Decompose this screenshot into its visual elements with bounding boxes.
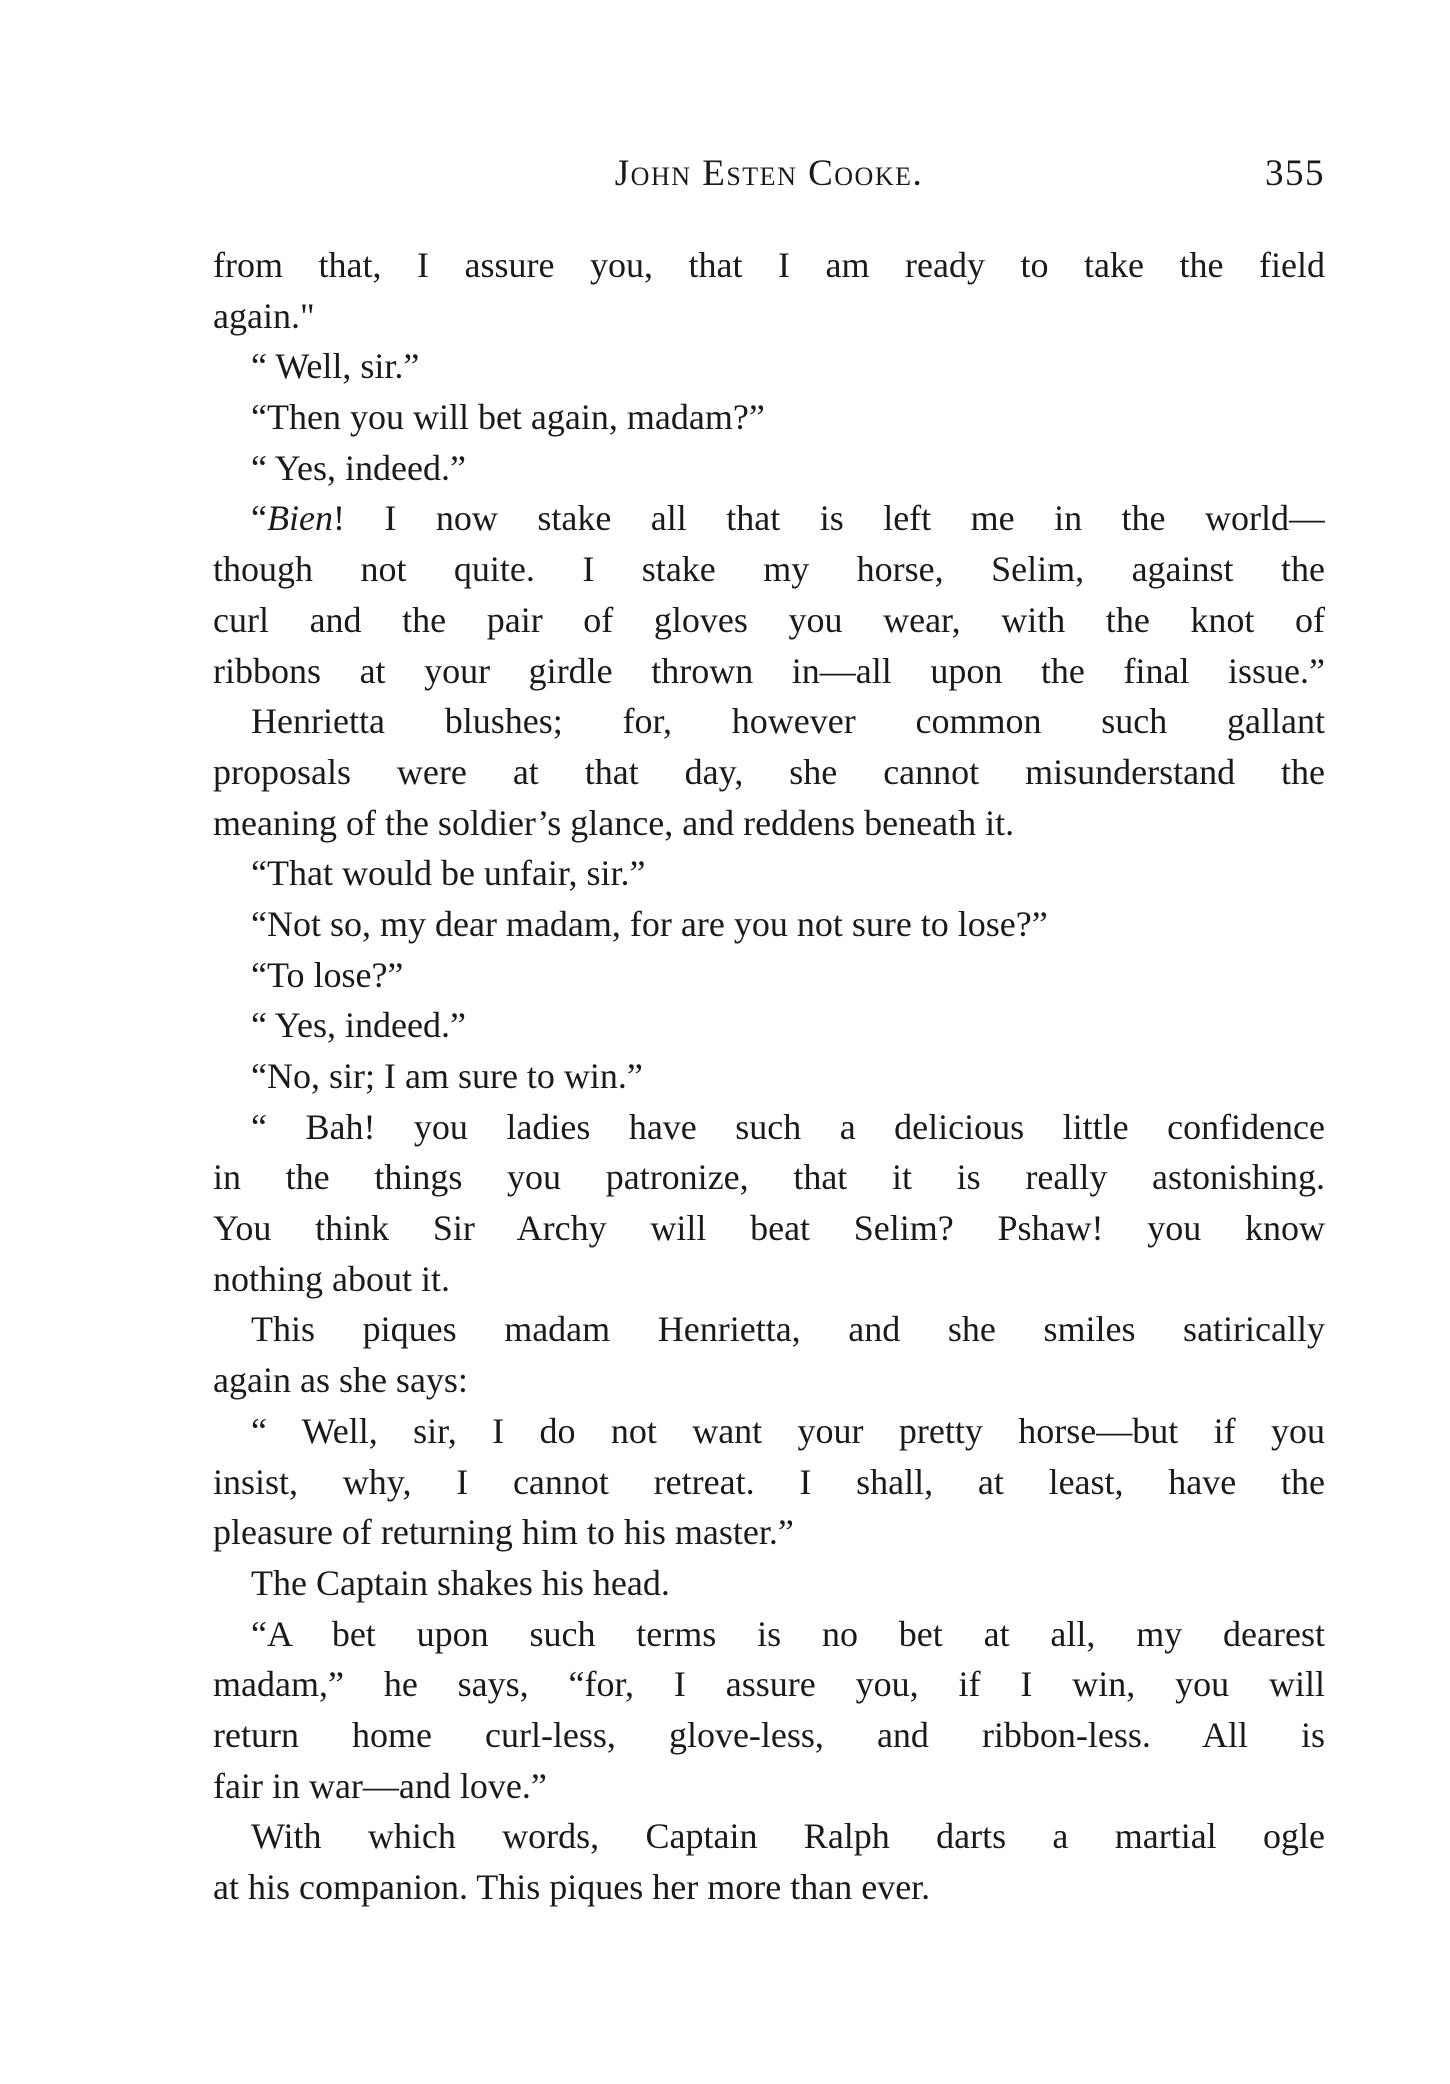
running-head <box>213 152 1325 208</box>
text-line: madam,” he says, “for, I assure you, if I win, you will <box>213 1664 1325 1705</box>
text-line: With which words, Captain Ralph darts a martial ogle <box>251 1816 1325 1857</box>
text-line: “ Well, sir.” <box>251 346 420 387</box>
text-line: pleasure of returning him to his master.” <box>213 1512 794 1553</box>
text-line: from that, I assure you, that I am ready to take the field <box>213 245 1325 285</box>
text-line: “Then you will bet again, madam?” <box>251 397 765 438</box>
text-line: ribbons at your girdle thrown in—all upon the final issue.” <box>213 650 1325 691</box>
text-line: at his companion. This piques her more than ever. <box>213 1867 931 1907</box>
text-line: insist, why, I cannot retreat. I shall, at least, have the <box>213 1461 1325 1502</box>
text-line: fair in war—and love.” <box>213 1765 547 1806</box>
quote-mark: “ <box>251 498 267 539</box>
text-line: “ Well, sir, I do not want your pretty horse—but if you <box>251 1410 1325 1451</box>
text-line: This piques madam Henrietta, and she smiles satirically <box>251 1309 1325 1350</box>
body-text <box>213 240 1325 1913</box>
text-line: The Captain shakes his head. <box>251 1562 670 1603</box>
text-line: nothing about it. <box>213 1258 450 1299</box>
text-line: meaning of the soldier’s glance, and reddens beneath it. <box>213 802 1015 843</box>
text-line: “That would be unfair, sir.” <box>251 853 646 894</box>
text-line <box>213 493 1325 544</box>
text-line: again." <box>213 295 315 336</box>
text-line: “Not so, my dear madam, for are you not sure to lose?” <box>251 903 1048 944</box>
text-line: “To lose?” <box>251 954 404 995</box>
text-line: “ Yes, indeed.” <box>251 447 466 488</box>
line-text: ! I now stake all that is left me in the world— <box>332 498 1325 539</box>
text-line: “A bet upon such terms is no bet at all, my dearest <box>251 1613 1325 1654</box>
text-line: curl and the pair of gloves you wear, with the knot of <box>213 599 1325 640</box>
text-line: in the things you patronize, that it is really astonishing. <box>213 1157 1325 1198</box>
text-line: “ Bah! you ladies have such a delicious little confidence <box>251 1106 1325 1147</box>
page-number: 355 <box>1265 153 1325 194</box>
italic-word: Bien <box>266 498 333 539</box>
text-line: return home curl-less, glove-less, and ribbon-less. All is <box>213 1714 1325 1755</box>
text-line: “No, sir; I am sure to win.” <box>251 1056 643 1096</box>
text-line: again as she says: <box>213 1360 468 1401</box>
text-line: though not quite. I stake my horse, Selim, against the <box>213 549 1325 590</box>
running-title: John Esten Cooke. <box>614 153 924 194</box>
text-line: You think Sir Archy will beat Selim? Pshaw! you know <box>213 1208 1325 1249</box>
text-line: Henrietta blushes; for, however common such gallant <box>251 701 1325 742</box>
text-line: “ Yes, indeed.” <box>251 1005 466 1046</box>
text-line: proposals were at that day, she cannot misunderstand the <box>213 751 1325 792</box>
